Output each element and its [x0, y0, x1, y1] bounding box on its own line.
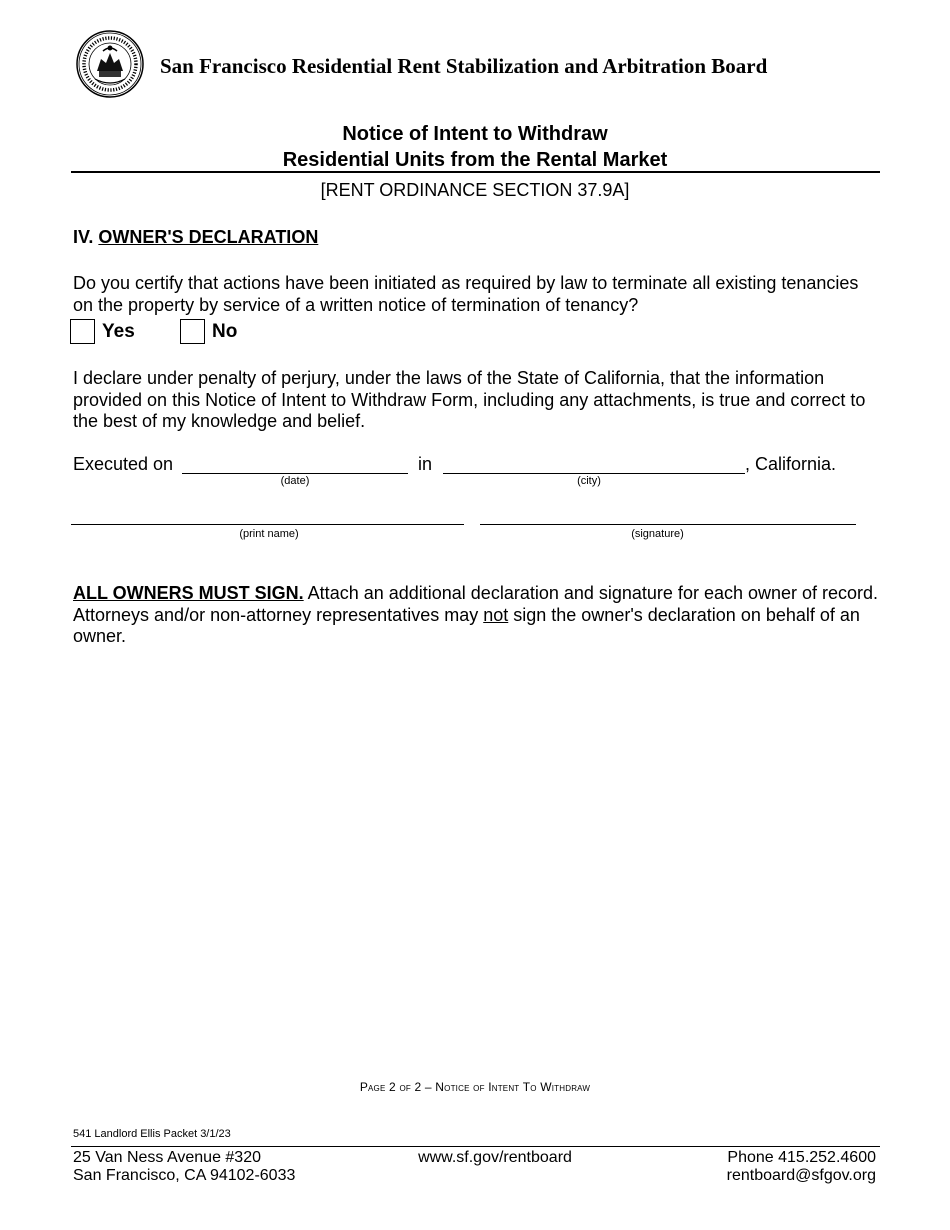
notice-text-2: sign the owner's declaration on behalf of an owner.: [73, 604, 860, 646]
signature-field[interactable]: [480, 524, 856, 525]
title-divider: [71, 171, 880, 173]
organization-name: San Francisco Residential Rent Stabilization and Arbitration Board: [160, 54, 768, 78]
footer-contact: [727, 1149, 876, 1185]
certification-question: Do you certify that actions have been initiated as required by law to terminate all existing tenancies on the property by service of a written notice of termination of tenancy?: [73, 273, 859, 315]
signature-row: [71, 524, 881, 544]
section-title: OWNER'S DECLARATION: [98, 227, 319, 247]
print-name-caption: (print name): [239, 528, 299, 540]
date-caption: (date): [280, 475, 310, 487]
execution-row: [73, 454, 893, 494]
page-number-footer: Page 2 of 2 – Notice of Intent To Withdraw: [359, 1080, 591, 1094]
city-caption: (city): [577, 475, 601, 487]
all-owners-lead: ALL OWNERS MUST SIGN.: [73, 583, 304, 603]
print-name-field[interactable]: [71, 524, 464, 525]
section-heading: [73, 227, 318, 248]
title-line-2: Residential Units from the Rental Market: [282, 149, 668, 171]
address-line-1: 25 Van Ness Avenue #320: [73, 1149, 261, 1166]
section-number: IV.: [73, 227, 94, 247]
city-field[interactable]: [443, 473, 745, 474]
footer-divider: [71, 1146, 880, 1147]
signature-caption: (signature): [631, 528, 684, 540]
footer-website[interactable]: www.sf.gov/rentboard: [418, 1149, 572, 1166]
yes-label: Yes: [102, 321, 135, 342]
footer-email[interactable]: rentboard@sfgov.org: [726, 1167, 876, 1184]
notice-emphasis: not: [483, 604, 509, 625]
yes-checkbox[interactable]: [70, 319, 95, 344]
title-line-1: Notice of Intent to Withdraw: [342, 123, 608, 145]
certification-options: [70, 319, 370, 347]
address-line-2: San Francisco, CA 94102-6033: [73, 1167, 296, 1184]
form-title: [0, 121, 950, 173]
city-county-seal-icon: [75, 29, 145, 99]
footer-phone: Phone 415.252.4600: [727, 1149, 876, 1166]
no-label: No: [212, 321, 238, 342]
date-field[interactable]: [182, 473, 408, 474]
notice-text-1: Attach an additional declaration and signature for each owner of record. Attorneys and/or non-attorney representatives may: [73, 583, 879, 625]
california-label: , California.: [745, 454, 837, 474]
all-owners-notice: [73, 583, 883, 648]
executed-on-label: Executed on: [73, 454, 174, 474]
in-label: in: [418, 454, 433, 474]
perjury-declaration: I declare under penalty of perjury, under the laws of the State of California, that the information provided on this Notice of Intent to Withdraw Form, including any attachments, is true and correct to the best of my knowledge and belief.: [73, 368, 866, 431]
form-subtitle: [RENT ORDINANCE SECTION 37.9A]: [320, 180, 630, 200]
no-checkbox[interactable]: [180, 319, 205, 344]
packet-id: 541 Landlord Ellis Packet 3/1/23: [73, 1128, 231, 1140]
